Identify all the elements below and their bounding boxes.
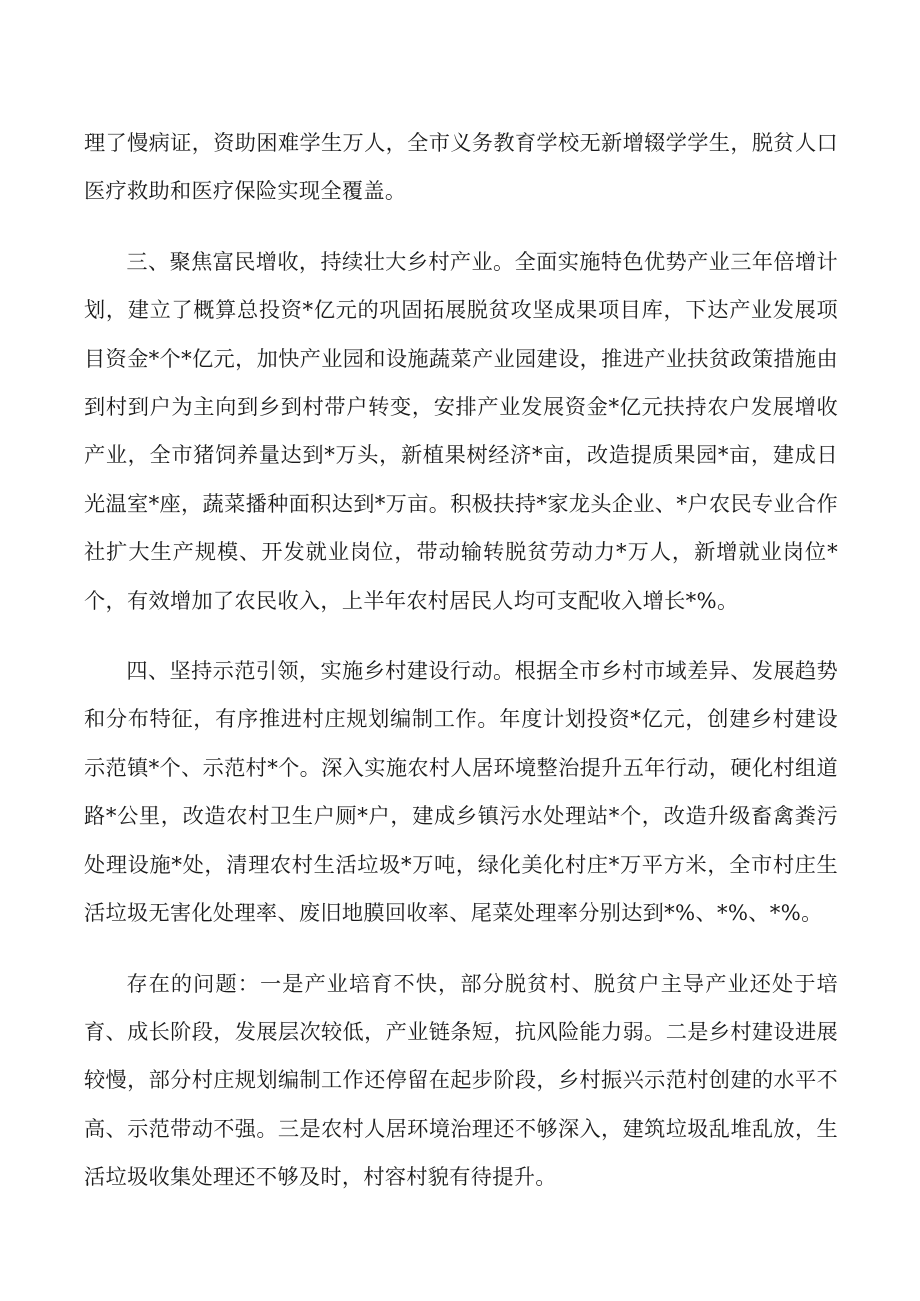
paragraph-section-four: 四、坚持示范引领，实施乡村建设行动。根据全市乡村市域差异、发展趋势和分布特征，有序推进村庄规划编制工作。年度计划投资*亿元，创建乡村建设示范镇*个、示范村*个。深入实施农村人居环境整治提升五年行动，硬化村组道路*公里，改造农村卫生户厕*户，建成乡镇污水处理站*个，改造升级畜禽粪污处理设施*处，清理农村生活垃圾*万吨，绿化美化村庄*万平方米，全市村庄生活垃圾无害化处理率、废旧地膜回收率、尾菜处理率分别达到*%、*%、*%。 <box>84 658 838 926</box>
paragraph-gap <box>84 938 838 960</box>
paragraph-existing-problems: 存在的问题：一是产业培育不快，部分脱贫村、脱贫户主导产业还处于培育、成长阶段，发展层次较低，产业链条短，抗风险能力弱。二是乡村建设进展较慢，部分村庄规划编制工作还停留在起步阶段，乡村振兴示范村创建的水平不高、示范带动不强。三是农村人居环境治理还不够深入，建筑垃圾乱堆乱放，生活垃圾收集处理还不够及时，村容村貌有待提升。 <box>84 970 838 1190</box>
document-body <box>84 119 838 1202</box>
paragraph-gap <box>84 625 838 647</box>
paragraph-gap <box>84 216 838 238</box>
paragraph-section-three: 三、聚焦富民增收，持续壮大乡村产业。全面实施特色优势产业三年倍增计划，建立了概算总投资*亿元的巩固拓展脱贫攻坚成果项目库，下达产业发展项目资金*个*亿元，加快产业园和设施蔬菜产业园建设，推进产业扶贫政策措施由到村到户为主向到乡到村带户转变，安排产业发展资金*亿元扶持农户发展增收产业，全市猪饲养量达到*万头，新植果树经济*亩，改造提质果园*亩，建成日光温室*座，蔬菜播种面积达到*万亩。积极扶持*家龙头企业、*户农民专业合作社扩大生产规模、开发就业岗位，带动输转脱贫劳动力*万人，新增就业岗位*个，有效增加了农民收入，上半年农村居民人均可支配收入增长*%。 <box>84 248 838 613</box>
paragraph-continuation: 理了慢病证，资助困难学生万人，全市义务教育学校无新增辍学学生，脱贫人口医疗救助和医疗保险实现全覆盖。 <box>84 130 838 204</box>
